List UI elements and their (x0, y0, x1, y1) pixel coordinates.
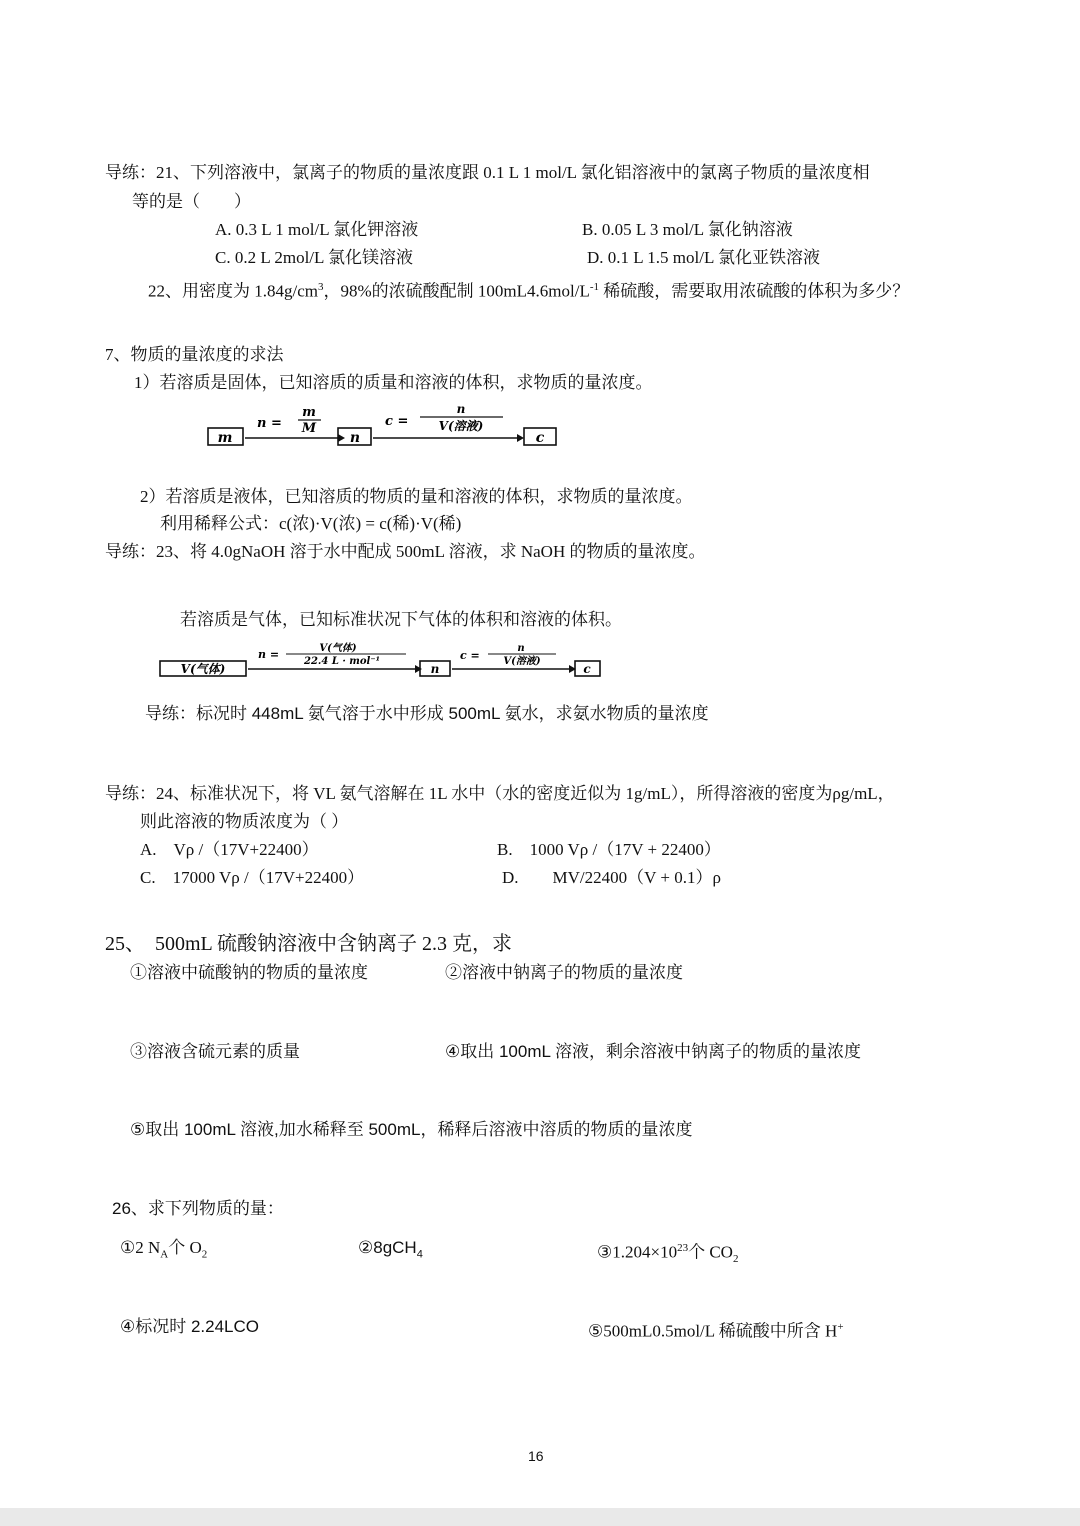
gas-volume-to-concentration-diagram (156, 642, 606, 680)
dilution-formula: 利用稀释公式：c(浓)·V(浓) = c(稀)·V(稀) (160, 514, 462, 533)
q22-line (148, 277, 909, 302)
box-c-label: c (535, 430, 545, 446)
q21-option-d: D. 0.1 L 1.5 mol/L 氯化亚铁溶液 (587, 248, 820, 267)
arrow-3-head (415, 665, 422, 673)
fraction3-numerator: V(气体) (319, 643, 357, 654)
ammonia-practice-line: 导练：标况时 448mL 氨气溶于水中形成 500mL 氨水，求氨水物质的量浓度 (145, 704, 709, 723)
q26-sub5-sup: + (837, 1321, 844, 1333)
q22-sup2: -1 (589, 281, 599, 293)
fraction3-denominator: 22.4 L · mol⁻¹ (303, 656, 381, 667)
section7-title: 7、物质的量浓度的求法 (105, 345, 284, 364)
q26-sub4: ④标况时 2.24LCO (120, 1317, 260, 1336)
q21-line2: 等的是（ ） (132, 192, 251, 211)
section7-item1: 1）若溶质是固体，已知溶质的质量和溶液的体积，求物质的量浓度。 (134, 373, 653, 392)
box-n-2-label: n (430, 662, 440, 676)
q25-sub5: ⑤取出 100mL 溶液,加水稀释至 500mL，稀释后溶液中溶质的物质的量浓度 (130, 1120, 693, 1139)
q22-mid: ，98%的浓硫酸配制 100mL4.6mol/L (323, 281, 590, 301)
box-m-label: m (217, 430, 233, 446)
q22-post: 稀硫酸，需要取用浓硫酸的体积为多少？ (599, 281, 910, 301)
arrow-1-head (338, 434, 345, 442)
q25-sub2: ②溶液中钠离子的物质的量浓度 (445, 963, 683, 982)
q26-sub5 (588, 1317, 844, 1342)
mass-to-concentration-diagram (205, 402, 565, 450)
q21-option-a: A. 0.3 L 1 mol/L 氯化钾溶液 (215, 220, 419, 239)
fraction2-numerator: n (456, 402, 466, 416)
section7-item3: 若溶质是气体，已知标准状况下气体的体积和溶液的体积。 (180, 610, 622, 629)
q26-sub5-pre: ⑤500mL0.5mol/L 稀硫酸中所含 H (588, 1321, 838, 1341)
q24-line2: 则此溶液的物质浓度为（ ） (140, 812, 349, 831)
q23-line: 导练：23、将 4.0gNaOH 溶于水中配成 500mL 溶液，求 NaOH 的物质的量浓度。 (105, 542, 706, 561)
q24-option-c: C. 17000 Vρ /（17V+22400） (140, 868, 365, 887)
q26-sub3 (597, 1238, 738, 1269)
q25-sub4: ④取出 100mL 溶液，剩余溶液中钠离子的物质的量浓度 (445, 1042, 862, 1061)
fraction-denominator: M (301, 421, 317, 436)
section7-item2: 2）若溶质是液体，已知溶质的物质的量和溶液的体积，求物质的量浓度。 (140, 487, 693, 506)
q24-option-b: B. 1000 Vρ /（17V + 22400） (497, 840, 721, 859)
fraction2-denominator: V(溶液) (438, 419, 484, 433)
box-v-gas-label: V(气体) (180, 662, 226, 676)
q26-sub2-sub: 4 (416, 1248, 423, 1261)
q22-sup1: 3 (318, 281, 324, 293)
fraction4-numerator: n (517, 643, 525, 654)
q26-sub1-sub: A (160, 1248, 169, 1261)
box-c-2-label: c (583, 662, 591, 676)
q24-option-a: A. Vρ /（17V+22400） (140, 840, 319, 859)
fraction4-denominator: V(溶液) (503, 656, 541, 667)
box-n-label: n (349, 430, 361, 446)
q21-option-b: B. 0.05 L 3 mol/L 氯化钠溶液 (582, 220, 793, 239)
q25-sub1: ①溶液中硫酸钠的物质的量浓度 (130, 963, 368, 982)
q26-sub2-pre: ②8gCH (358, 1238, 417, 1257)
n-equals-label: n = (257, 416, 282, 431)
q26-title: 26、求下列物质的量： (112, 1199, 284, 1218)
q22-pre: 22、用密度为 1.84g/cm (148, 281, 318, 301)
page-number: 16 (528, 1448, 544, 1464)
c-equals-label: c = (385, 414, 409, 429)
arrow-2-head (517, 434, 524, 442)
q25-sub3: ③溶液含硫元素的质量 (130, 1042, 300, 1061)
q26-sub3-mid: 个 CO (688, 1242, 733, 1262)
fraction-numerator: m (302, 405, 316, 420)
q24-line1: 导练：24、标准状况下，将 VL 氨气溶解在 1L 水中（水的密度近似为 1g/mL），所得溶液的密度为ρg/mL， (105, 784, 895, 803)
q24-option-d: D. MV/22400（V + 0.1）ρ (502, 868, 721, 887)
bottom-edge-band (0, 1508, 1080, 1526)
q26-sub1 (120, 1238, 207, 1264)
q21-line1: 导练：21、下列溶液中，氯离子的物质的量浓度跟 0.1 L 1 mol/L 氯化铝溶液中的氯离子物质的量浓度相 (105, 163, 870, 182)
q25-title: 25、 500mL 硫酸钠溶液中含钠离子 2.3 克，求 (105, 933, 513, 955)
q21-option-c: C. 0.2 L 2mol/L 氯化镁溶液 (215, 248, 414, 267)
q26-sub3-sup: 23 (677, 1242, 689, 1254)
q26-sub1-mid: 个 O (168, 1238, 202, 1257)
q26-sub2 (358, 1238, 423, 1264)
q26-sub1-pre: ①2 N (120, 1238, 161, 1257)
q26-sub3-pre: ③1.204×10 (597, 1242, 678, 1262)
c-equals-label-2: c = (460, 649, 480, 662)
q26-sub3-sub: 2 (732, 1253, 739, 1266)
q26-sub1-sub2: 2 (201, 1248, 208, 1261)
n-equals-label-2: n = (258, 648, 280, 661)
